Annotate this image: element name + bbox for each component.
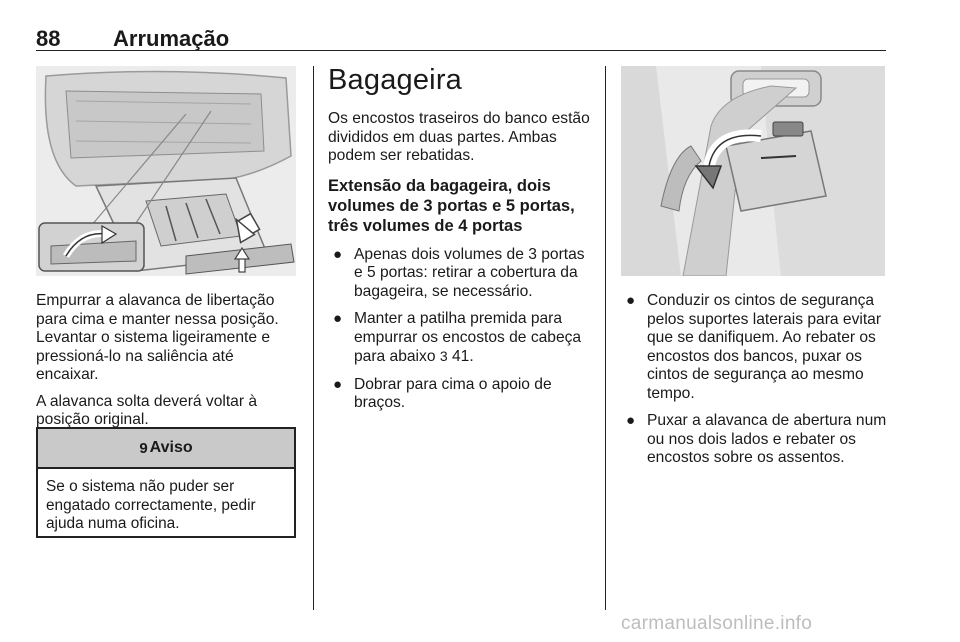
right-bullet-list — [621, 292, 889, 468]
paragraph-release-lever: Empurrar a alavanca de libertação para cima e manter nessa posição. Levantar o sistema ligeiramente e pressioná-lo na saliência até encaixar. — [36, 292, 279, 383]
bullet-dot: ● — [333, 375, 343, 393]
list-item: ● Conduzir os cintos de segurança pelos suportes laterais para evitar que se danifiquem. Ao rebater os encostos dos bancos, puxar os cintos de segurança ao mesmo tempo. — [626, 292, 882, 402]
subsection-title: Extensão da bagageira, dois volumes de 3 portas e 5 portas, três volumes de 4 portas — [328, 176, 575, 235]
column-divider-left — [313, 66, 314, 610]
list-item: ● Manter a patilha premida para empurrar os encostos de cabeça para abaixo 3 41. — [333, 310, 582, 365]
list-item: ● Dobrar para cima o apoio de braços. — [333, 375, 552, 411]
warning-title: Aviso — [149, 439, 193, 456]
list-item: ● Puxar a alavanca de abertura num ou nos dois lados e rebater os encostos sobre os assentos. — [626, 412, 887, 466]
warning-header — [38, 429, 294, 469]
figure-trunk-floor-lever — [36, 66, 296, 276]
column-divider-right — [605, 66, 606, 610]
cross-reference-arrow-icon: 3 — [439, 348, 448, 364]
page-number: 88 — [36, 26, 61, 51]
paragraph-lever-return: A alavanca solta deverá voltar à posição original. — [36, 392, 258, 428]
middle-column-text — [328, 110, 596, 422]
bullet-dot: ● — [626, 412, 636, 429]
warning-body: Se o sistema não puder ser engatado correctamente, pedir ajuda numa oficina. — [46, 478, 256, 532]
middle-bullet-list — [328, 246, 596, 413]
warning-triangle-icon: 9 — [139, 439, 148, 457]
watermark: carmanualsonline.info — [621, 613, 813, 634]
warning-box — [36, 427, 296, 538]
right-column-text — [621, 292, 889, 477]
chapter-title: Arrumação — [113, 26, 230, 51]
intro-paragraph: Os encostos traseiros do banco estão divididos em duas partes. Ambas podem ser rebatidas. — [328, 110, 590, 164]
bullet-dot: ● — [333, 310, 343, 327]
figure-seat-belt-guide — [621, 66, 885, 276]
header-rule — [36, 50, 886, 51]
left-column-text — [36, 292, 298, 438]
bullet-dot: ● — [333, 245, 343, 263]
page-header — [36, 22, 886, 52]
cross-reference-page[interactable]: 41. — [451, 348, 474, 365]
section-title: Bagageira — [328, 64, 463, 96]
bullet-dot: ● — [626, 292, 636, 309]
list-item: ● Apenas dois volumes de 3 portas e 5 portas: retirar a cobertura da bagageira, se necessário. — [333, 245, 585, 300]
